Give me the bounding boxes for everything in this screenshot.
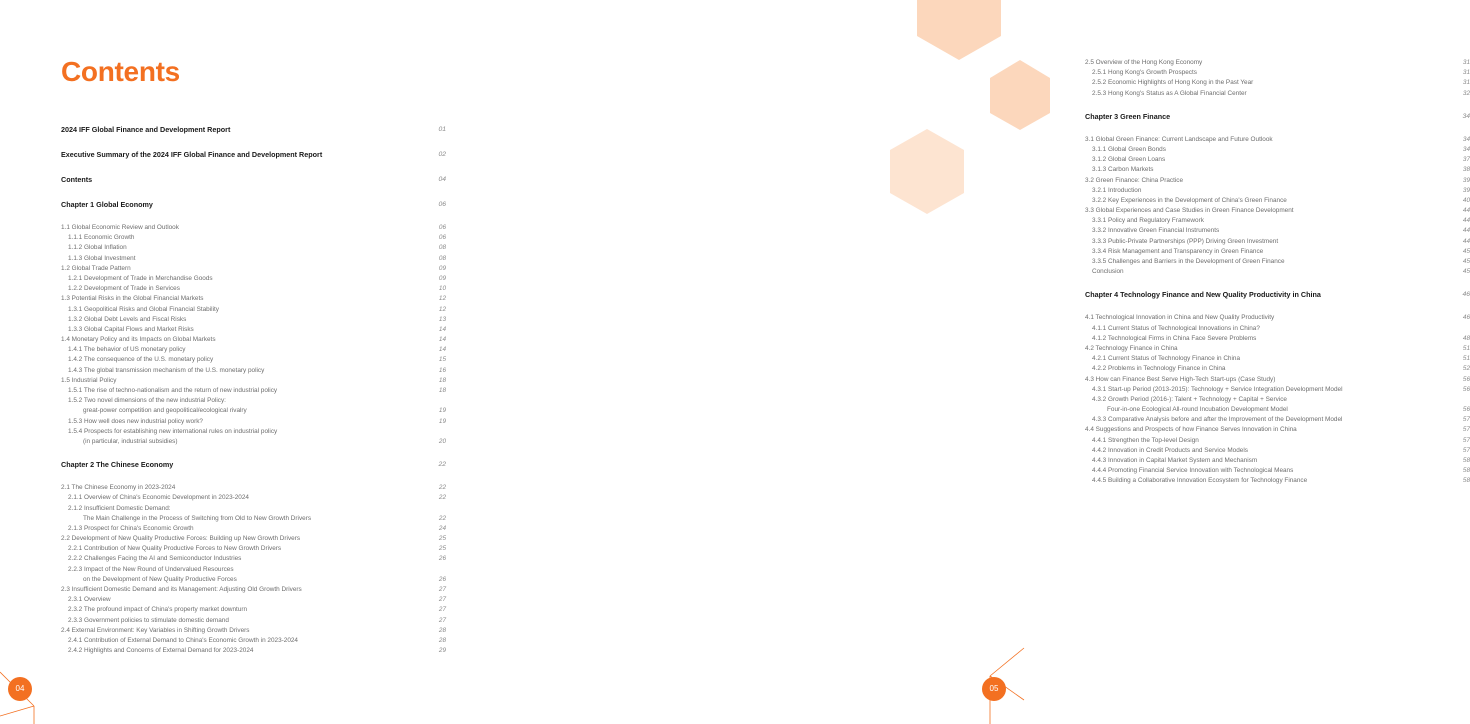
toc-entry[interactable] bbox=[61, 575, 446, 585]
toc-entry[interactable] bbox=[61, 514, 446, 524]
toc-entry-page: 51 bbox=[1462, 355, 1470, 363]
toc-entry[interactable] bbox=[61, 595, 446, 605]
toc-spacer bbox=[61, 186, 446, 199]
toc-entry[interactable] bbox=[61, 406, 446, 416]
left-page bbox=[0, 0, 512, 724]
toc-entry-page: 19 bbox=[438, 407, 446, 415]
toc-entry-page: 32 bbox=[1462, 89, 1470, 97]
toc-spacer bbox=[1085, 301, 1470, 313]
toc-entry[interactable] bbox=[61, 335, 446, 345]
toc-entry-page: 24 bbox=[438, 524, 446, 532]
toc-spacer bbox=[1085, 277, 1470, 289]
toc-entry-title: 4.3.2 Growth Period (2016-): Talent + Technology + Capital + Service bbox=[1092, 395, 1287, 403]
toc-heading[interactable] bbox=[1085, 111, 1470, 123]
toc-entry-title: 1.1.1 Economic Growth bbox=[68, 234, 135, 242]
toc-entry[interactable] bbox=[61, 605, 446, 615]
toc-entry-title: 2.1.1 Overview of China's Economic Development in 2023-2024 bbox=[68, 494, 249, 502]
toc-entry-page: 09 bbox=[438, 264, 446, 272]
toc-spacer bbox=[1085, 123, 1470, 135]
toc-entry-page: 57 bbox=[1462, 446, 1470, 454]
toc-entry-title: 3.1.2 Global Green Loans bbox=[1092, 156, 1166, 164]
toc-entry[interactable] bbox=[1085, 436, 1470, 446]
toc-entry-page: 18 bbox=[438, 376, 446, 384]
toc-entry-title: Executive Summary of the 2024 IFF Global Finance and Development Report bbox=[61, 150, 323, 159]
toc-entry-page: 04 bbox=[438, 176, 446, 183]
toc-entry-page: 34 bbox=[1462, 135, 1470, 143]
toc-entry[interactable] bbox=[1085, 186, 1470, 196]
toc-entry-title: 4.3 How can Finance Best Serve High-Tech Start-ups (Case Study) bbox=[1085, 375, 1276, 383]
toc-entry-title: Chapter 3 Green Finance bbox=[1085, 111, 1171, 121]
toc-entry-title: 2.1 The Chinese Economy in 2023-2024 bbox=[61, 484, 176, 492]
toc-entry-page: 02 bbox=[438, 151, 446, 158]
toc-entry[interactable] bbox=[1085, 176, 1470, 186]
toc-entry[interactable] bbox=[61, 264, 446, 274]
toc-entry-title: 1.3.1 Geopolitical Risks and Global Financial Stability bbox=[68, 305, 219, 313]
toc-entry-title: 2.2.1 Contribution of New Quality Productive Forces to New Growth Drivers bbox=[68, 545, 282, 553]
toc-entry[interactable] bbox=[1085, 196, 1470, 206]
toc-entry-title: 2.5.3 Hong Kong's Status as A Global Financial Center bbox=[1092, 89, 1247, 97]
toc-entry[interactable] bbox=[1085, 476, 1470, 486]
toc-entry[interactable] bbox=[61, 305, 446, 315]
toc-entry[interactable] bbox=[61, 386, 446, 396]
toc-entry-title: 2.2.2 Challenges Facing the AI and Semiconductor Industries bbox=[68, 555, 242, 563]
toc-entry[interactable] bbox=[1085, 415, 1470, 425]
toc-entry-title: 1.1.2 Global Inflation bbox=[68, 244, 127, 252]
toc-entry[interactable] bbox=[1085, 446, 1470, 456]
toc-entry[interactable] bbox=[1085, 247, 1470, 257]
toc-entry-title: 4.2.2 Problems in Technology Finance in China bbox=[1092, 365, 1226, 373]
toc-entry[interactable] bbox=[61, 254, 446, 264]
toc-entry-title: 3.3.1 Policy and Regulatory Framework bbox=[1092, 217, 1204, 225]
toc-entry-title: 1.3 Potential Risks in the Global Financial Markets bbox=[61, 295, 204, 303]
toc-entry-title: 3.3.5 Challenges and Barriers in the Development of Green Finance bbox=[1092, 258, 1285, 265]
toc-entry[interactable] bbox=[61, 233, 446, 243]
toc-entry-page: 57 bbox=[1462, 436, 1470, 444]
toc-entry-page: 27 bbox=[438, 616, 446, 624]
toc-entry-page: 40 bbox=[1462, 196, 1470, 204]
toc-entry[interactable] bbox=[61, 355, 446, 365]
toc-entry-title: 1.2.2 Development of Trade in Services bbox=[68, 285, 180, 293]
toc-entry-title: 2.5.2 Economic Highlights of Hong Kong in the Past Year bbox=[1092, 79, 1254, 87]
toc-entry-page: 31 bbox=[1462, 69, 1470, 77]
toc-entry-page: 27 bbox=[438, 586, 446, 593]
toc-entry[interactable] bbox=[1085, 226, 1470, 236]
toc-entry-page: 20 bbox=[438, 437, 446, 445]
toc-spacer bbox=[61, 136, 446, 149]
toc-entry-page: 01 bbox=[438, 126, 446, 133]
toc-entry-title: 3.1.1 Global Green Bonds bbox=[1092, 145, 1166, 153]
toc-entry-title: 3.1.3 Carbon Markets bbox=[1092, 166, 1154, 174]
toc-entry-title: 3.3.2 Innovative Green Financial Instruments bbox=[1092, 227, 1220, 235]
toc-entry-page: 58 bbox=[1462, 477, 1470, 485]
toc-entry-title: (in particular, industrial subsidies) bbox=[83, 437, 178, 445]
toc-entry-title: 3.1 Global Green Finance: Current Landscape and Future Outlook bbox=[1085, 135, 1273, 143]
toc-entry[interactable] bbox=[1085, 344, 1470, 354]
toc-heading[interactable] bbox=[61, 199, 446, 211]
toc-entry-title: 4.1.2 Technological Firms in China Face Severe Problems bbox=[1092, 334, 1257, 342]
toc-entry-page: 31 bbox=[1462, 79, 1470, 87]
toc-entry-page: 45 bbox=[1462, 258, 1470, 265]
toc-entry-page: 27 bbox=[438, 596, 446, 604]
toc-entry[interactable] bbox=[1085, 216, 1470, 226]
toc-entry-title: 4.4.3 Innovation in Capital Market System and Mechanism bbox=[1092, 457, 1258, 464]
right-page bbox=[512, 0, 1470, 724]
toc-entry-title: The Main Challenge in the Process of Switching from Old to New Growth Drivers bbox=[83, 514, 312, 522]
toc-entry-title: 2.5.1 Hong Kong's Growth Prospects bbox=[1092, 69, 1197, 77]
toc-entry-page: 25 bbox=[438, 535, 446, 543]
toc-entry-title: 2.3.1 Overview bbox=[68, 596, 111, 604]
toc-entry-page: 37 bbox=[1462, 156, 1470, 164]
toc-entry-title: 4.3.1 Start-up Period (2013-2015): Technology + Service Integration Development Model bbox=[1092, 385, 1343, 393]
toc-entry-title: 4.4.1 Strengthen the Top-level Design bbox=[1092, 436, 1199, 444]
toc-entry-page: 46 bbox=[1462, 314, 1470, 322]
toc-entry-title: 1.1 Global Economic Review and Outlook bbox=[61, 224, 179, 231]
toc-entry-title: 4.4.2 Innovation in Credit Products and Service Models bbox=[1092, 446, 1248, 454]
toc-entry[interactable] bbox=[1085, 466, 1470, 476]
toc-entry-page: 29 bbox=[438, 647, 446, 655]
toc-entry-page: 44 bbox=[1462, 207, 1470, 215]
toc-entry-page: 26 bbox=[438, 555, 446, 563]
toc-entry-title: 4.4.4 Promoting Financial Service Innovation with Technological Means bbox=[1092, 467, 1294, 475]
toc-entry[interactable] bbox=[1085, 324, 1470, 334]
toc-entry-title: 3.3.4 Risk Management and Transparency in Green Finance bbox=[1092, 247, 1264, 255]
toc-entry[interactable] bbox=[61, 223, 446, 233]
toc-entry-title: 3.2.2 Key Experiences in the Development of China's Green Finance bbox=[1092, 196, 1287, 204]
toc-entry-title: 1.5.1 The rise of techno-nationalism and the return of new industrial policy bbox=[68, 387, 278, 394]
toc-entry-title: 2.3 Insufficient Domestic Demand and its Management: Adjusting Old Growth Drivers bbox=[61, 586, 302, 593]
toc-entry-title: 2.2 Development of New Quality Productive Forces: Building up New Growth Drivers bbox=[61, 535, 301, 543]
toc-entry-page: 08 bbox=[438, 244, 446, 252]
toc-entry-page: 56 bbox=[1462, 375, 1470, 383]
toc-entry-page: 48 bbox=[1462, 334, 1470, 342]
toc-entry-page: 57 bbox=[1462, 426, 1470, 434]
toc-entry[interactable] bbox=[61, 243, 446, 253]
toc-entry-title: 3.3.3 Public-Private Partnerships (PPP) Driving Green Investment bbox=[1092, 237, 1279, 245]
toc-entry[interactable] bbox=[61, 274, 446, 284]
toc-entry-page: 06 bbox=[438, 234, 446, 242]
toc-heading[interactable] bbox=[61, 149, 446, 161]
toc-entry[interactable] bbox=[61, 626, 446, 636]
toc-entry-page: 22 bbox=[438, 461, 446, 469]
toc-entry[interactable] bbox=[61, 646, 446, 656]
toc-heading[interactable] bbox=[61, 124, 446, 136]
toc-entry-page: 44 bbox=[1462, 217, 1470, 225]
toc-entry[interactable] bbox=[61, 427, 446, 437]
toc-entry[interactable] bbox=[61, 345, 446, 355]
toc-entry-page: 13 bbox=[438, 315, 446, 323]
toc-entry-title: 1.5.3 How well does new industrial policy work? bbox=[68, 417, 203, 425]
toc-entry-title: 2.1.3 Prospect for China's Economic Growth bbox=[68, 524, 194, 532]
toc-entry[interactable] bbox=[61, 284, 446, 294]
toc-entry-title: 1.1.3 Global Investment bbox=[68, 254, 136, 262]
toc-entry-page: 12 bbox=[438, 295, 446, 303]
toc-entry-title: 2.5 Overview of the Hong Kong Economy bbox=[1085, 59, 1203, 66]
toc-entry[interactable] bbox=[61, 636, 446, 646]
toc-entry[interactable] bbox=[61, 396, 446, 406]
toc-entry-page: 39 bbox=[1462, 176, 1470, 184]
toc-entry-page: 16 bbox=[438, 366, 446, 374]
toc-spacer bbox=[61, 211, 446, 223]
toc-heading[interactable] bbox=[1085, 289, 1470, 301]
toc-entry[interactable] bbox=[1085, 267, 1470, 277]
toc-entry[interactable] bbox=[1085, 58, 1470, 68]
toc-entry[interactable] bbox=[1085, 257, 1470, 267]
toc-entry-title: Chapter 4 Technology Finance and New Quality Productivity in China bbox=[1085, 290, 1321, 300]
toc-entry-title: Conclusion bbox=[1092, 268, 1124, 276]
toc-entry[interactable] bbox=[61, 315, 446, 325]
toc-entry-page: 08 bbox=[438, 254, 446, 262]
toc-entry-page: 06 bbox=[438, 201, 446, 208]
toc-entry-page: 18 bbox=[438, 387, 446, 394]
toc-entry[interactable] bbox=[61, 504, 446, 514]
toc-entry[interactable] bbox=[61, 483, 446, 493]
toc-entry-title: 2.3.2 The profound impact of China's property market downturn bbox=[68, 606, 248, 614]
toc-entry-title: 3.2 Green Finance: China Practice bbox=[1085, 176, 1184, 184]
page-number-left: 04 bbox=[8, 677, 32, 701]
toc-entry[interactable] bbox=[61, 493, 446, 503]
toc-entry-title: 1.5 Industrial Policy bbox=[61, 376, 117, 384]
toc-entry-page: 39 bbox=[1462, 186, 1470, 194]
toc-entry-title: 1.4.2 The consequence of the U.S. monetary policy bbox=[68, 356, 214, 364]
toc-entry-page: 28 bbox=[438, 636, 446, 644]
toc-entry-page: 45 bbox=[1462, 247, 1470, 255]
toc-entry-title: great-power competition and geopolitical/ecological rivalry bbox=[83, 407, 247, 415]
toc-entry-page: 45 bbox=[1462, 268, 1470, 276]
toc-entry-title: 2.4.1 Contribution of External Demand to China's Economic Growth in 2023-2024 bbox=[68, 636, 298, 644]
toc-entry[interactable] bbox=[61, 565, 446, 575]
toc-entry-title: 1.3.3 Global Capital Flows and Market Risks bbox=[68, 325, 194, 333]
toc-heading[interactable] bbox=[61, 459, 446, 471]
toc-entry-title: Chapter 1 Global Economy bbox=[61, 200, 153, 209]
toc-entry[interactable] bbox=[61, 524, 446, 534]
page-number-right: 05 bbox=[982, 677, 1006, 701]
toc-entry[interactable] bbox=[61, 437, 446, 447]
toc-entry-page: 19 bbox=[438, 417, 446, 425]
toc-entry-title: 4.1.1 Current Status of Technological Innovations in China? bbox=[1092, 324, 1260, 332]
toc-entry-title: 2.1.2 Insufficient Domestic Demand: bbox=[68, 504, 171, 512]
toc-entry-page: 44 bbox=[1462, 237, 1470, 245]
toc-entry-page: 22 bbox=[438, 484, 446, 492]
toc-entry-title: 1.2 Global Trade Pattern bbox=[61, 264, 131, 272]
toc-entry[interactable] bbox=[1085, 206, 1470, 216]
toc-entry-page: 12 bbox=[438, 305, 446, 313]
toc-entry-page: 10 bbox=[438, 285, 446, 293]
toc-entry[interactable] bbox=[61, 534, 446, 544]
toc-entry-title: 3.2.1 Introduction bbox=[1092, 186, 1142, 194]
toc-entry[interactable] bbox=[1085, 165, 1470, 175]
toc-entry[interactable] bbox=[1085, 89, 1470, 99]
toc-entry-title: 3.3 Global Experiences and Case Studies in Green Finance Development bbox=[1085, 207, 1294, 215]
toc-entry-title: 1.3.2 Global Debt Levels and Fiscal Risks bbox=[68, 315, 187, 323]
toc-entry-title: 4.2 Technology Finance in China bbox=[1085, 344, 1178, 352]
toc-entry-title: 1.2.1 Development of Trade in Merchandise Goods bbox=[68, 274, 213, 282]
toc-entry-title: Contents bbox=[61, 175, 93, 184]
toc-entry-page: 44 bbox=[1462, 227, 1470, 235]
toc-entry[interactable] bbox=[1085, 135, 1470, 145]
toc-entry-title: 1.4.3 The global transmission mechanism of the U.S. monetary policy bbox=[68, 366, 265, 374]
toc-entry-page: 56 bbox=[1462, 385, 1470, 393]
toc-entry-page: 28 bbox=[438, 626, 446, 634]
toc-entry[interactable] bbox=[61, 376, 446, 386]
toc-entry-page: 22 bbox=[438, 494, 446, 502]
toc-entry[interactable] bbox=[1085, 395, 1470, 405]
toc-entry[interactable] bbox=[61, 325, 446, 335]
toc-entry[interactable] bbox=[1085, 354, 1470, 364]
page-title: Contents bbox=[61, 56, 180, 87]
toc-entry-title: 2024 IFF Global Finance and Development Report bbox=[61, 125, 231, 134]
toc-entry-page: 14 bbox=[438, 325, 446, 333]
toc-entry[interactable] bbox=[1085, 385, 1470, 395]
toc-entry-title: 2.4 External Environment: Key Variables in Shifting Growth Drivers bbox=[61, 626, 250, 634]
toc-entry-page: 34 bbox=[1462, 112, 1470, 120]
toc-entry-title: 4.3.3 Comparative Analysis before and after the Improvement of the Development Model bbox=[1092, 416, 1343, 424]
toc-entry-page: 14 bbox=[438, 346, 446, 354]
toc-entry-title: 2.2.3 Impact of the New Round of Undervalued Resources bbox=[68, 565, 234, 573]
toc-entry[interactable] bbox=[61, 554, 446, 564]
toc-entry-page: 57 bbox=[1462, 416, 1470, 424]
toc-spacer bbox=[61, 161, 446, 174]
toc-entry-page: 31 bbox=[1462, 59, 1470, 66]
toc-heading[interactable] bbox=[61, 174, 446, 186]
toc-entry-page: 14 bbox=[438, 336, 446, 344]
toc-entry-title: Chapter 2 The Chinese Economy bbox=[61, 460, 174, 470]
toc-entry-page: 27 bbox=[438, 606, 446, 614]
toc-entry-page: 58 bbox=[1462, 467, 1470, 475]
toc-entry[interactable] bbox=[1085, 155, 1470, 165]
toc-entry[interactable] bbox=[1085, 364, 1470, 374]
toc-entry[interactable] bbox=[1085, 375, 1470, 385]
toc-entry-title: Four-in-one Ecological All-round Incubation Development Model bbox=[1107, 406, 1288, 414]
toc-entry[interactable] bbox=[61, 417, 446, 427]
toc-entry-title: 1.4.1 The behavior of US monetary policy bbox=[68, 346, 186, 354]
toc-entry-page: 51 bbox=[1462, 344, 1470, 352]
toc-entry[interactable] bbox=[1085, 405, 1470, 415]
toc-entry-title: 1.5.2 Two novel dimensions of the new industrial Policy: bbox=[68, 397, 226, 405]
toc-entry[interactable] bbox=[1085, 145, 1470, 155]
toc-entry-page: 06 bbox=[438, 224, 446, 231]
toc-entry-title: 2.3.3 Government policies to stimulate domestic demand bbox=[68, 616, 229, 624]
toc-entry[interactable] bbox=[61, 585, 446, 595]
toc-entry-title: 4.4.5 Building a Collaborative Innovation Ecosystem for Technology Finance bbox=[1092, 477, 1308, 485]
toc-entry[interactable] bbox=[1085, 68, 1470, 78]
toc-entry-title: 4.2.1 Current Status of Technology Finance in China bbox=[1092, 355, 1241, 363]
toc-entry-page: 58 bbox=[1462, 457, 1470, 464]
toc-entry[interactable] bbox=[1085, 425, 1470, 435]
toc-entry-page: 22 bbox=[438, 514, 446, 522]
toc-entry-page: 25 bbox=[438, 545, 446, 553]
toc-entry-title: 1.4 Monetary Policy and its Impacts on Global Markets bbox=[61, 336, 216, 344]
toc-entry-page: 15 bbox=[438, 356, 446, 364]
toc-entry-title: 4.4 Suggestions and Prospects of how Finance Serves Innovation in China bbox=[1085, 426, 1297, 434]
toc-entry-page: 09 bbox=[438, 274, 446, 282]
toc-entry-page: 34 bbox=[1462, 145, 1470, 153]
toc-entry-page: 38 bbox=[1462, 166, 1470, 174]
toc-entry-title: 4.1 Technological Innovation in China and New Quality Productivity bbox=[1085, 314, 1275, 322]
toc-right-column bbox=[1085, 58, 1470, 487]
toc-entry[interactable] bbox=[61, 616, 446, 626]
toc-left-column bbox=[61, 124, 446, 656]
toc-entry-page: 56 bbox=[1462, 406, 1470, 414]
toc-entry-page: 52 bbox=[1462, 365, 1470, 373]
toc-spacer bbox=[61, 471, 446, 483]
toc-entry[interactable] bbox=[1085, 334, 1470, 344]
toc-entry[interactable] bbox=[61, 544, 446, 554]
toc-entry[interactable] bbox=[1085, 456, 1470, 466]
toc-entry-page: 46 bbox=[1462, 291, 1470, 299]
toc-entry[interactable] bbox=[1085, 313, 1470, 323]
toc-entry-title: on the Development of New Quality Productive Forces bbox=[83, 575, 237, 583]
toc-entry-title: 1.5.4 Prospects for establishing new international rules on industrial policy bbox=[68, 427, 278, 435]
toc-entry[interactable] bbox=[61, 294, 446, 304]
toc-entry[interactable] bbox=[61, 366, 446, 376]
toc-entry[interactable] bbox=[1085, 78, 1470, 88]
toc-entry-page: 26 bbox=[438, 575, 446, 583]
toc-entry[interactable] bbox=[1085, 237, 1470, 247]
toc-spacer bbox=[1085, 99, 1470, 111]
toc-spacer bbox=[61, 447, 446, 459]
toc-entry-title: 2.4.2 Highlights and Concerns of External Demand for 2023-2024 bbox=[68, 647, 254, 655]
